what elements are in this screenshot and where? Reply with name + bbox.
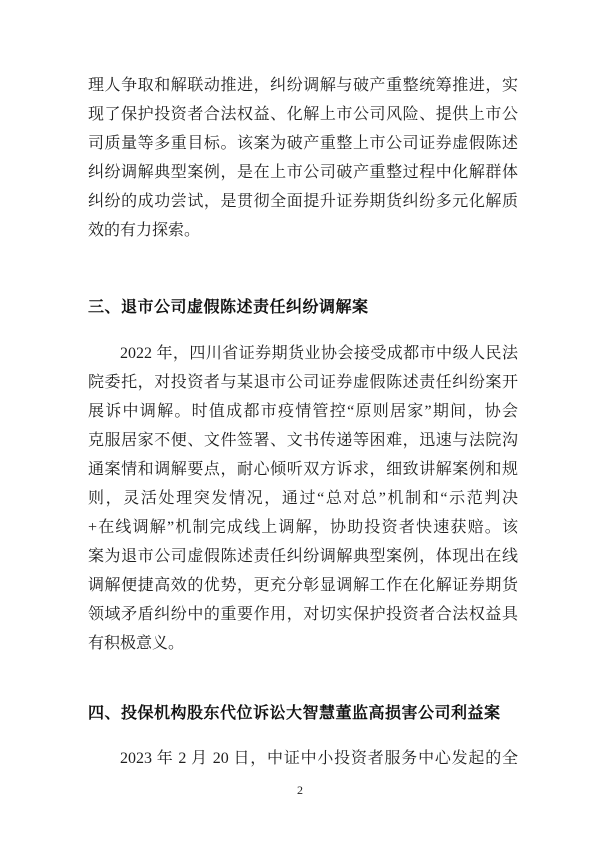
text-line: 调解便捷高效的优势，更充分彰显调解工作在化解证券期货	[88, 577, 518, 594]
text-line: 2022 年，四川省证券期货业协会接受成都市中级人民法	[120, 345, 518, 362]
text-line: 2023 年 2 月 20 日，中证中小投资者服务中心发起的全	[120, 750, 518, 767]
page-number: 2	[297, 783, 303, 797]
text-line: 司质量等多重目标。该案为破产重整上市公司证券虚假陈述	[88, 135, 518, 152]
section-heading-3: 三、退市公司虚假陈述责任纠纷调解案	[88, 299, 369, 316]
text-line: 通案情和调解要点，耐心倾听双方诉求，细致讲解案例和规	[88, 461, 518, 478]
paragraph-section-3	[88, 339, 518, 658]
text-line: 纠纷调解典型案例，是在上市公司破产重整过程中化解群体	[88, 164, 518, 181]
text-line: 效的有力探索。	[88, 222, 201, 239]
text-line: 有积极意义。	[88, 635, 185, 652]
text-line: 案为退市公司虚假陈述责任纠纷调解典型案例，体现出在线	[88, 548, 518, 565]
text-line: 领域矛盾纠纷中的重要作用，对切实保护投资者合法权益具	[88, 606, 518, 623]
text-line: 院委托，对投资者与某退市公司证券虚假陈述责任纠纷案开	[88, 374, 518, 391]
text-line: 展诉中调解。时值成都市疫情管控“原则居家”期间，协会	[88, 403, 518, 420]
paragraph-continuation	[88, 71, 518, 245]
text-line: 理人争取和解联动推进，纠纷调解与破产重整统筹推进，实	[88, 77, 518, 94]
text-line: 克服居家不便、文件签署、文书传递等困难，迅速与法院沟	[88, 432, 518, 449]
text-line: 则，灵活处理突发情况，通过“总对总”机制和“示范判决	[88, 490, 518, 507]
page-content	[88, 71, 518, 773]
text-line: 纠纷的成功尝试，是贯彻全面提升证券期货纠纷多元化解质	[88, 193, 518, 210]
text-line: 现了保护投资者合法权益、化解上市公司风险、提供上市公	[88, 106, 518, 123]
paragraph-section-4	[88, 744, 518, 773]
section-heading-4: 四、投保机构股东代位诉讼大智慧董监高损害公司利益案	[88, 705, 501, 722]
text-line: +在线调解”机制完成线上调解，协助投资者快速获赔。该	[88, 519, 518, 536]
